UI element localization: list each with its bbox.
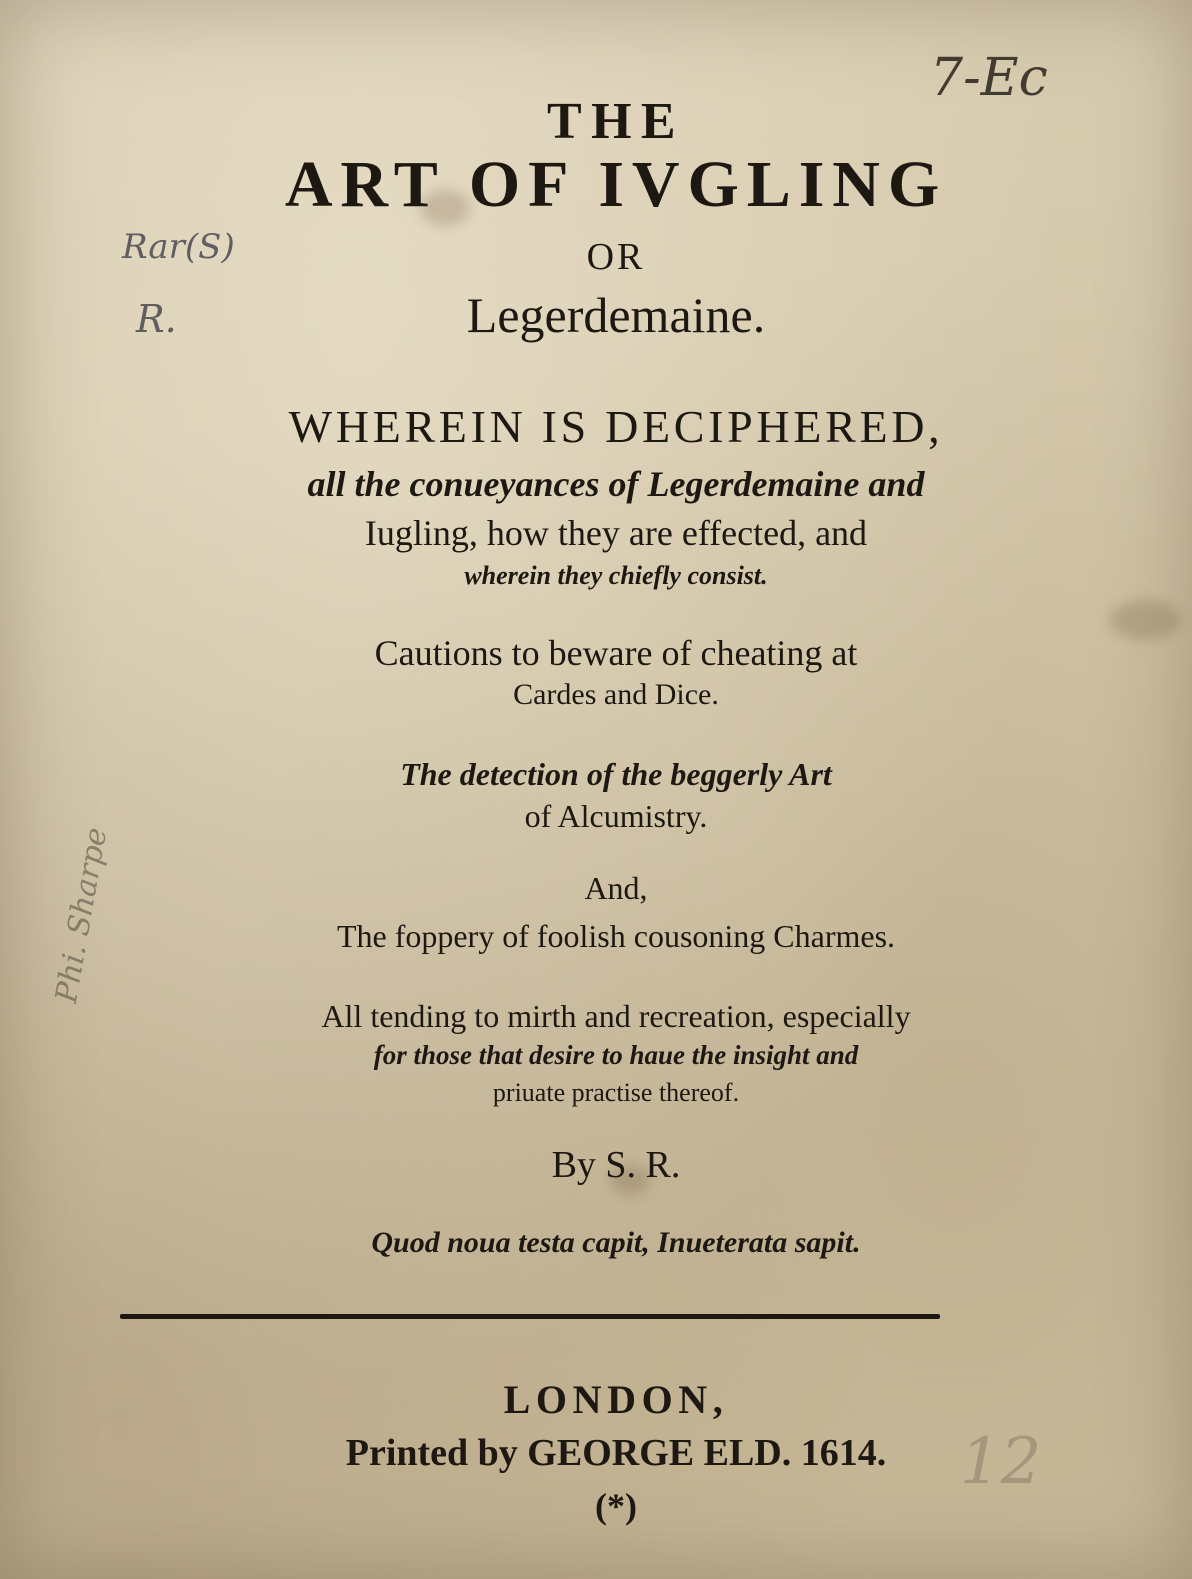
imprint-place: LONDON, <box>503 1377 729 1422</box>
title-subtitle: Legerdemaine. <box>466 287 766 343</box>
handwritten-note: 7-Ec <box>930 48 1048 108</box>
description-line: And, <box>584 870 648 906</box>
title-main: ART OF IVGLING <box>284 148 948 221</box>
imprint-printer: Printed by GEORGE ELD. 1614. <box>345 1432 887 1474</box>
title-the: THE <box>547 93 685 150</box>
title-or: OR <box>586 236 646 278</box>
description-line: Cautions to beware of cheating at <box>374 633 858 673</box>
motto-line: Quod noua testa capit, Inueterata sapit. <box>371 1226 861 1259</box>
wherein-heading: WHEREIN IS DECIPHERED, <box>288 401 944 452</box>
divider-rule <box>120 1314 940 1319</box>
description-line: all the conueyances of Legerdemaine and <box>307 464 925 504</box>
shelfmark-note: R. <box>136 297 177 341</box>
page-number-note: 12 <box>960 1425 1042 1499</box>
description-line: Iugling, how they are effected, and <box>364 513 868 553</box>
shelfmark-note: Rar(S) <box>122 227 235 267</box>
description-line: priuate practise thereof. <box>492 1078 740 1107</box>
margin-signature: Phi. Sharpe <box>49 824 115 1006</box>
description-line: of Alcumistry. <box>524 798 708 834</box>
printer-mark: (*) <box>595 1486 637 1526</box>
description-line: Cardes and Dice. <box>513 678 719 711</box>
stain-mark <box>1110 600 1180 640</box>
description-line: for those that desire to haue the insight and <box>373 1040 859 1070</box>
description-line: All tending to mirth and recreation, especially <box>321 998 911 1034</box>
description-line: wherein they chiefly consist. <box>464 561 768 590</box>
description-line: The foppery of foolish cousoning Charmes. <box>336 918 896 954</box>
description-line: The detection of the beggerly Art <box>400 756 832 792</box>
author-line: By S. R. <box>551 1144 681 1186</box>
